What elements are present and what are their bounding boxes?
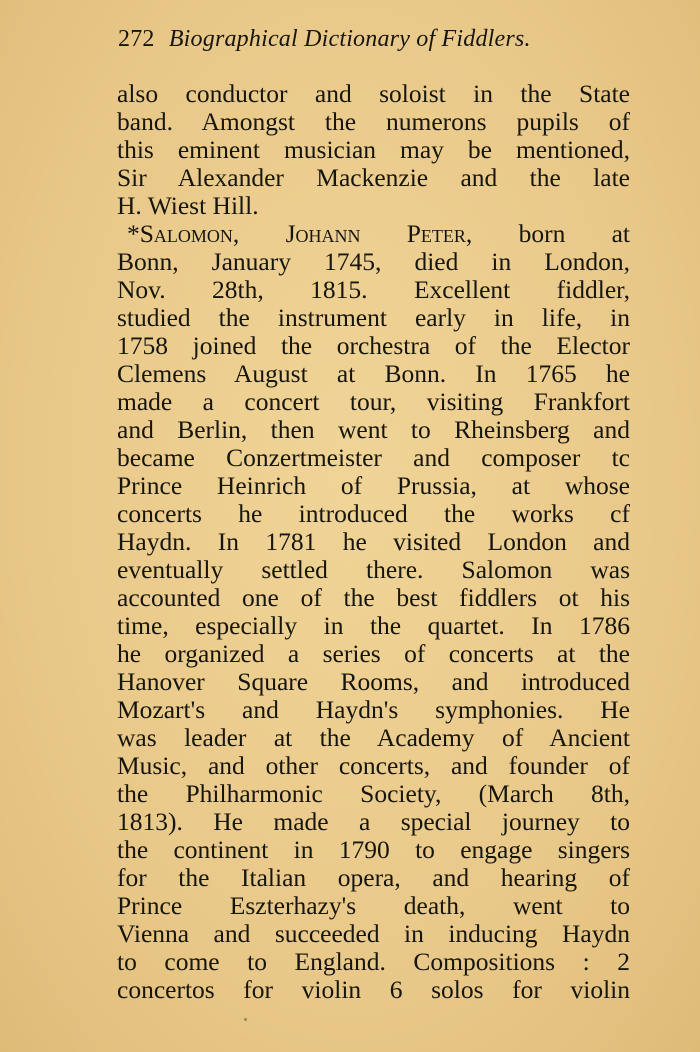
text-line: Sir Alexander Mackenzie and the late — [117, 163, 630, 192]
text-line: made a concert tour, visiting Frankfort — [117, 387, 630, 416]
text-line: time, especially in the quartet. In 1786 — [117, 611, 630, 640]
text-line: 1813). He made a special journey to — [117, 807, 630, 836]
text-line: Clemens August at Bonn. In 1765 he — [117, 359, 630, 388]
text-line: H. Wiest Hill. — [117, 191, 259, 220]
entry-first-line — [117, 220, 630, 248]
text-line: Prince Heinrich of Prussia, at whose — [117, 471, 630, 500]
text-line: band. Amongst the numerons pupils of — [117, 107, 630, 136]
text-line: concerts he introduced the works cf — [117, 499, 630, 528]
text-line: eventually settled there. Salomon was — [117, 555, 630, 584]
text-line: Nov. 28th, 1815. Excellent fiddler, — [117, 275, 630, 304]
entry-line-rest: born at — [518, 219, 630, 248]
text-line: concertos for violin 6 solos for violin — [117, 975, 630, 1004]
text-line: Hanover Square Rooms, and introduced — [117, 667, 630, 696]
text-line: Music, and other concerts, and founder of — [117, 751, 630, 780]
text-line: Vienna and succeeded in inducing Haydn — [117, 919, 630, 948]
entry-headword: Salomon, Johann Peter, — [139, 219, 473, 248]
text-line: the continent in 1790 to engage singers — [117, 835, 630, 864]
text-line: to come to England. Compositions : 2 — [117, 947, 630, 976]
text-line: the Philharmonic Society, (March 8th, — [117, 779, 630, 808]
text-line: 1758 joined the orchestra of the Elector — [117, 331, 630, 360]
text-line: Haydn. In 1781 he visited London and — [117, 527, 630, 556]
text-line: studied the instrument early in life, in — [117, 303, 630, 332]
text-line: became Conzertmeister and composer tc — [117, 443, 630, 472]
text-line: was leader at the Academy of Ancient — [117, 723, 630, 752]
text-line: this eminent musician may be mentioned, — [117, 135, 630, 164]
text-line: accounted one of the best fiddlers ot his — [117, 583, 630, 612]
paper-speck — [244, 1018, 247, 1021]
entry-marker: * — [127, 219, 140, 248]
text-line: for the Italian opera, and hearing of — [117, 863, 630, 892]
text-line: he organized a series of concerts at the — [117, 639, 630, 668]
text-line: Mozart's and Haydn's symphonies. He — [117, 695, 630, 724]
running-head-title: Biographical Dictionary of Fiddlers. — [168, 26, 531, 52]
text-line: and Berlin, then went to Rheinsberg and — [117, 415, 630, 444]
text-line: Prince Eszterhazy's death, went to — [117, 891, 630, 920]
text-line: Bonn, January 1745, died in London, — [117, 247, 630, 276]
running-head — [118, 26, 531, 53]
page-number: 272 — [118, 26, 155, 52]
text-line: also conductor and soloist in the State — [117, 79, 630, 108]
body-text — [117, 80, 630, 1004]
